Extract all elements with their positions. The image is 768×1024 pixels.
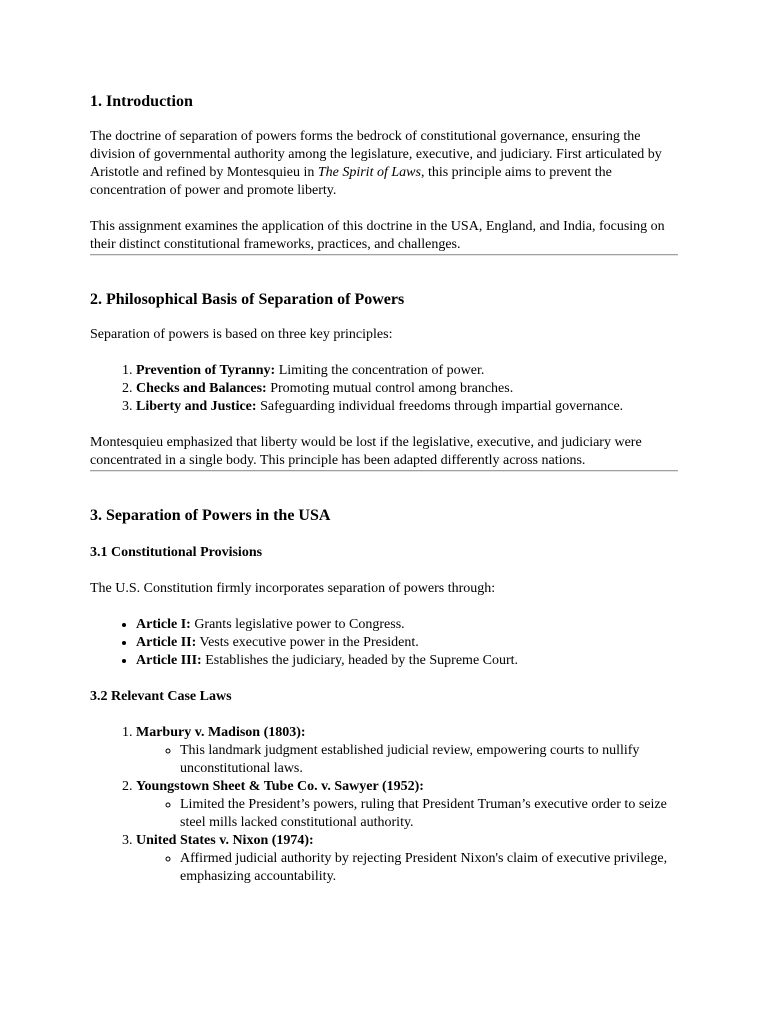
articles-list bbox=[90, 616, 678, 670]
list-item-term: Liberty and Justice: bbox=[136, 399, 257, 414]
list-item-term: Article I: bbox=[136, 617, 191, 632]
case-detail: ◦ This landmark judgment established judicial review, empowering courts to nullify unconstitutional laws. bbox=[180, 742, 678, 778]
list-item bbox=[136, 616, 678, 634]
intro-paragraph-2: This assignment examines the application of this doctrine in the USA, England, and India, focusing on their distinct constitutional frameworks, practices, and challenges. bbox=[90, 219, 665, 252]
philosophy-lead: Separation of powers is based on three key principles: bbox=[90, 327, 393, 342]
divider bbox=[90, 254, 678, 256]
philosophy-closing: Montesquieu emphasized that liberty would be lost if the legislative, executive, and judiciary were concentrated in a single body. This principle has been adapted differently across nations. bbox=[90, 435, 642, 468]
divider bbox=[90, 470, 678, 472]
intro-paragraph-1 bbox=[90, 128, 678, 200]
intro-p1-book-title: The Spirit of Laws bbox=[317, 165, 421, 180]
list-item bbox=[136, 724, 678, 778]
subsection-heading-provisions: 3.1 Constitutional Provisions bbox=[90, 545, 263, 560]
list-item-text: Grants legislative power to Congress. bbox=[190, 617, 405, 632]
case-title: Youngstown Sheet & Tube Co. v. Sawyer (1952): bbox=[136, 779, 424, 794]
list-item-text: Establishes the judiciary, headed by the Supreme Court. bbox=[201, 653, 519, 668]
case-detail-list bbox=[136, 742, 678, 778]
case-detail-list bbox=[136, 850, 678, 886]
list-item-text: Limiting the concentration of power. bbox=[275, 363, 485, 378]
list-item bbox=[136, 380, 678, 398]
case-title: Marbury v. Madison (1803): bbox=[136, 725, 306, 740]
provisions-lead: The U.S. Constitution firmly incorporates separation of powers through: bbox=[90, 581, 496, 596]
list-item-text: Promoting mutual control among branches. bbox=[266, 381, 514, 396]
intro-p1-after: , this principle aims to prevent the concentration of power and promote liberty. bbox=[90, 165, 612, 198]
list-item bbox=[136, 362, 678, 380]
subsection-heading-case-laws: 3.2 Relevant Case Laws bbox=[90, 689, 232, 704]
list-item-term: Checks and Balances: bbox=[136, 381, 267, 396]
section-heading-introduction: 1. Introduction bbox=[90, 93, 193, 110]
case-title: United States v. Nixon (1974): bbox=[136, 833, 314, 848]
principles-list bbox=[90, 362, 678, 416]
list-item bbox=[136, 634, 678, 652]
section-heading-usa: 3. Separation of Powers in the USA bbox=[90, 507, 331, 524]
section-heading-philosophy: 2. Philosophical Basis of Separation of Powers bbox=[90, 291, 405, 308]
list-item-term: Article III: bbox=[136, 653, 202, 668]
list-item-text: Safeguarding individual freedoms through impartial governance. bbox=[256, 399, 624, 414]
list-item-term: Prevention of Tyranny: bbox=[136, 363, 276, 378]
list-item bbox=[136, 652, 678, 670]
case-detail-list bbox=[136, 796, 678, 832]
case-detail: ◦ Limited the President’s powers, ruling that President Truman’s executive order to seize steel mills lacked constitutional authority. bbox=[180, 796, 678, 832]
list-item bbox=[136, 398, 678, 416]
list-item bbox=[136, 778, 678, 832]
case-detail: ◦ Affirmed judicial authority by rejecting President Nixon's claim of executive privilege, emphasizing accountability. bbox=[180, 850, 678, 886]
intro-p1-text: The doctrine of separation of powers forms the bedrock of constitutional governance, ensuring the division of governmental authority among the legislature, executive, and judiciary. First articulated by Aristotle and refined by Montesquieu in bbox=[90, 129, 662, 180]
list-item bbox=[136, 832, 678, 886]
list-item-term: Article II: bbox=[136, 635, 197, 650]
case-laws-list bbox=[90, 724, 678, 886]
list-item-text: Vests executive power in the President. bbox=[196, 635, 419, 650]
